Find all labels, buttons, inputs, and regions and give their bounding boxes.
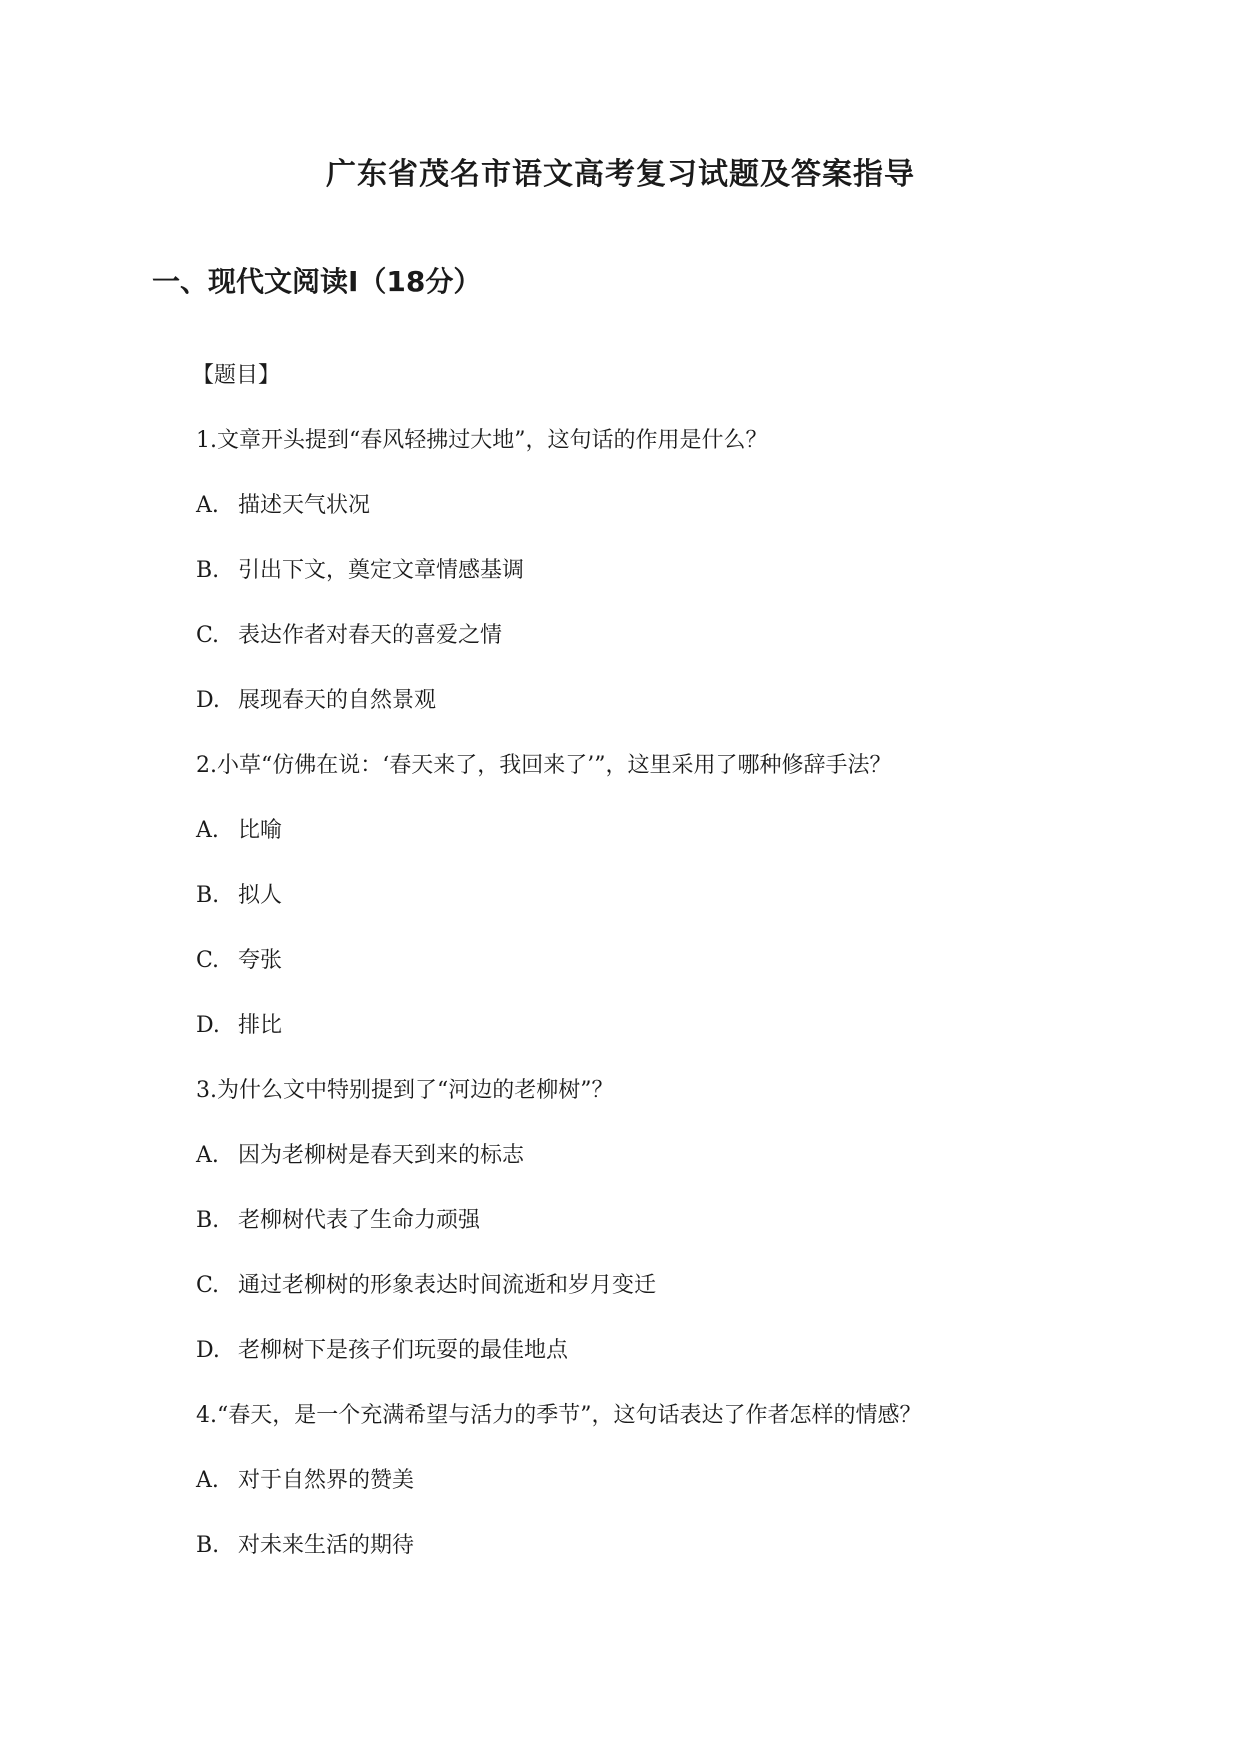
question-stem-2: 2.小草“仿佛在说：‘春天来了，我回来了’”，这里采用了哪种修辞手法？ (196, 753, 892, 778)
option-text: 排比 (238, 1013, 283, 1038)
question-stem-3: 3.为什么文中特别提到了“河边的老柳树”？ (196, 1078, 614, 1103)
option-2d (196, 993, 1196, 1058)
option-2b (196, 863, 1196, 928)
option-letter: A. (196, 1468, 219, 1493)
option-text: 通过老柳树的形象表达时间流逝和岁月变迁 (238, 1273, 657, 1298)
option-2a (196, 798, 1196, 863)
option-letter: D. (196, 688, 220, 713)
option-letter: D. (196, 1013, 220, 1038)
question-stem-1: 1.文章开头提到“春风轻拂过大地”，这句话的作用是什么？ (196, 428, 768, 453)
option-text: 引出下文，奠定文章情感基调 (238, 558, 525, 583)
option-letter: C. (196, 623, 220, 648)
option-1d (196, 668, 1196, 733)
option-3b (196, 1188, 1196, 1253)
option-text: 因为老柳树是春天到来的标志 (238, 1143, 525, 1168)
option-text: 拟人 (238, 883, 283, 908)
option-text: 对于自然界的赞美 (238, 1468, 415, 1493)
option-text: 描述天气状况 (238, 493, 371, 518)
option-text: 老柳树下是孩子们玩耍的最佳地点 (238, 1338, 569, 1363)
option-text: 对未来生活的期待 (238, 1533, 415, 1558)
option-letter: C. (196, 1273, 220, 1298)
option-letter: D. (196, 1338, 220, 1363)
option-letter: B. (196, 1533, 220, 1558)
question-list (192, 343, 1196, 1578)
option-text: 老柳树代表了生命力顽强 (238, 1208, 481, 1233)
option-text: 表达作者对春天的喜爱之情 (238, 623, 503, 648)
option-letter: C. (196, 948, 220, 973)
option-text: 展现春天的自然景观 (238, 688, 437, 713)
option-letter: A. (196, 493, 219, 518)
option-text: 比喻 (238, 818, 283, 843)
option-4b (196, 1513, 1196, 1578)
option-text: 夸张 (238, 948, 283, 973)
option-3a (196, 1123, 1196, 1188)
option-1b (196, 538, 1196, 603)
option-letter: B. (196, 883, 220, 908)
section-heading: 一、现代文阅读Ⅰ（18分） (152, 265, 482, 298)
option-letter: A. (196, 1143, 219, 1168)
option-3c (196, 1253, 1196, 1318)
option-4a (196, 1448, 1196, 1513)
option-1c (196, 603, 1196, 668)
option-1a (196, 473, 1196, 538)
option-2c (196, 928, 1196, 993)
option-letter: B. (196, 1208, 220, 1233)
document-title: 广东省茂名市语文高考复习试题及答案指导 (326, 157, 915, 192)
option-3d (196, 1318, 1196, 1383)
question-label: 【题目】 (192, 363, 281, 388)
option-letter: B. (196, 558, 220, 583)
question-stem-4: 4.“春天，是一个充满希望与活力的季节”，这句话表达了作者怎样的情感？ (196, 1403, 922, 1428)
option-letter: A. (196, 818, 219, 843)
